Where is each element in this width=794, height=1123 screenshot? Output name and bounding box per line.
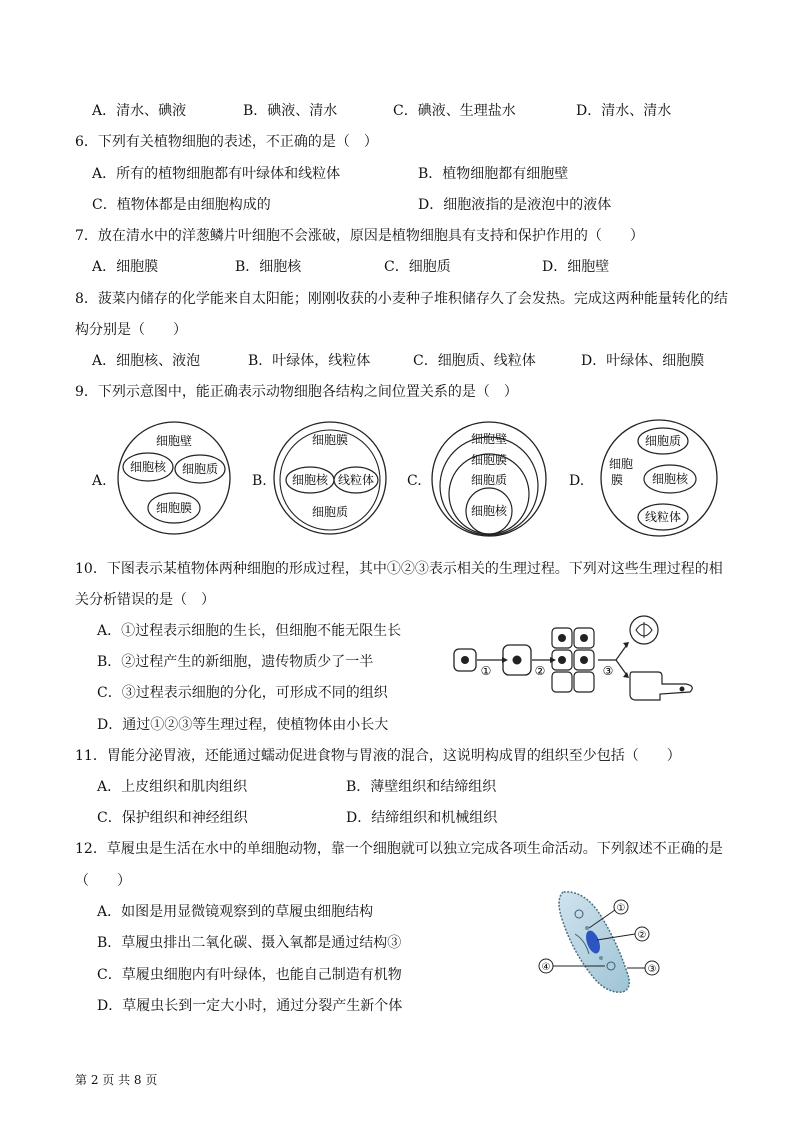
paramecium-diagram [535,882,670,1002]
q10-option-b: B．②过程产生的新细胞，遗传物质少了一半 [97,654,374,670]
q12-stem-line1: 12．草履虫是生活在水中的单细胞动物，靠一个细胞就可以独立完成各项生命活动。下列叙述不正确的是 [75,841,723,857]
diag-c-label-2: 细胞膜 [470,453,508,467]
diag-b-left-label: 细胞核 [291,473,329,487]
q6-option-a: A．所有的植物细胞都有叶绿体和线粒体 [92,166,341,182]
paramecium-mark-4: ④ [541,962,551,973]
process-mark-2: ② [534,664,546,678]
diag-c-label-1: 细胞壁 [470,432,508,446]
page-footer: 第 2 页 共 8 页 [75,1073,158,1087]
q12-stem-line2: （ ） [75,873,131,889]
q12-option-a: A．如图是用显微镜观察到的草履虫细胞结构 [97,904,374,920]
q11-option-c: C．保护组织和神经组织 [97,810,248,826]
q6-stem: 6．下列有关植物细胞的表述，不正确的是（ ） [75,134,378,150]
diag-b-right-label: 线粒体 [337,473,375,487]
diag-a-outer-label: 细胞壁 [155,434,193,448]
diag-a-left-label: 细胞核 [129,460,167,474]
q7-option-a: A．细胞膜 [92,259,159,275]
q11-option-d: D．结缔组织和机械组织 [346,810,498,826]
q6-option-c: C．植物体都是由细胞构成的 [92,197,271,213]
q10-stem-line2: 关分析错误的是（ ） [75,592,215,608]
q11-option-a: A．上皮组织和肌肉组织 [97,779,248,795]
diag-d-side-label-1: 细胞 [608,457,634,471]
paramecium-mark-1: ① [616,903,626,914]
q8-option-b: B．叶绿体，线粒体 [248,353,371,369]
diag-a-right-label: 细胞质 [181,462,219,476]
diag-d-top-label: 细胞质 [644,434,682,448]
diag-d-side-label-2: 膜 [610,473,624,487]
process-mark-3: ③ [602,664,614,678]
q12-option-d: D．草履虫长到一定大小时，通过分裂产生新个体 [97,998,403,1014]
q9-diagram-b [272,420,388,535]
q11-option-b: B．薄壁组织和结缔组织 [346,779,497,795]
q9-letter-b: B. [252,473,267,489]
q10-option-c: C．③过程表示细胞的分化，可形成不同的组织 [97,685,388,701]
q8-option-d: D．叶绿体、细胞膜 [581,353,705,369]
paramecium-mark-2: ② [637,930,647,941]
q9-diagram-d [599,418,719,538]
diag-a-bottom-label: 细胞膜 [155,501,193,515]
q12-option-b: B．草履虫排出二氧化碳、摄入氧都是通过结构③ [97,935,402,951]
q9-letter-a: A. [92,473,107,489]
q7-option-d: D．细胞壁 [542,259,610,275]
paramecium-mark-3: ③ [647,964,657,975]
q9-stem: 9．下列示意图中，能正确表示动物细胞各结构之间位置关系的是（ ） [75,384,518,400]
diag-d-bottom-label: 线粒体 [644,510,682,524]
q7-option-c: C．细胞质 [384,259,451,275]
q7-option-b: B．细胞核 [235,259,302,275]
q9-letter-d: D. [569,473,585,489]
diag-c-label-3: 细胞质 [470,473,508,487]
q9-diagram-a [116,420,232,535]
cell-division-diagram [450,612,700,704]
q9-letter-c: C. [407,473,422,489]
diag-b-outer-label: 细胞膜 [311,433,349,447]
q5-option-c: C．碘液、生理盐水 [393,103,516,119]
q5-option-d: D．清水、清水 [576,103,672,119]
q11-stem: 11．胃能分泌胃液，还能通过蠕动促进食物与胃液的混合，这说明构成胃的组织至少包括（ ） [75,748,681,764]
q5-option-b: B．碘液、清水 [243,103,338,119]
q6-option-d: D．细胞液指的是液泡中的液体 [418,197,612,213]
q7-stem: 7．放在清水中的洋葱鳞片叶细胞不会涨破，原因是植物细胞具有支持和保护作用的（ ） [75,228,644,244]
q10-option-d: D．通过①②③等生理过程，使植物体由小长大 [97,717,389,733]
diag-d-mid-label: 细胞核 [651,472,689,486]
q6-option-b: B．植物细胞都有细胞壁 [418,166,569,182]
q8-option-a: A．细胞核、液泡 [92,353,201,369]
q5-option-a: A．清水、碘液 [92,103,187,119]
q9-diagram-c [430,420,548,538]
q8-stem-line1: 8．菠菜内储存的化学能来自太阳能；刚刚收获的小麦种子堆积储存久了会发热。完成这两种能量转化的结 [75,291,728,307]
process-mark-1: ① [480,664,492,678]
q10-stem-line1: 10．下图表示某植物体两种细胞的形成过程，其中①②③表示相关的生理过程。下列对这些生理过程的相 [75,561,723,577]
q8-option-c: C．细胞质、线粒体 [413,353,536,369]
diag-b-bottom-label: 细胞质 [311,505,349,519]
q8-stem-line2: 构分别是（ ） [75,322,187,338]
q12-option-c: C．草履虫细胞内有叶绿体，也能自己制造有机物 [97,967,402,983]
diag-c-label-4: 细胞核 [470,504,508,518]
q10-option-a: A．①过程表示细胞的生长，但细胞不能无限生长 [97,623,402,639]
